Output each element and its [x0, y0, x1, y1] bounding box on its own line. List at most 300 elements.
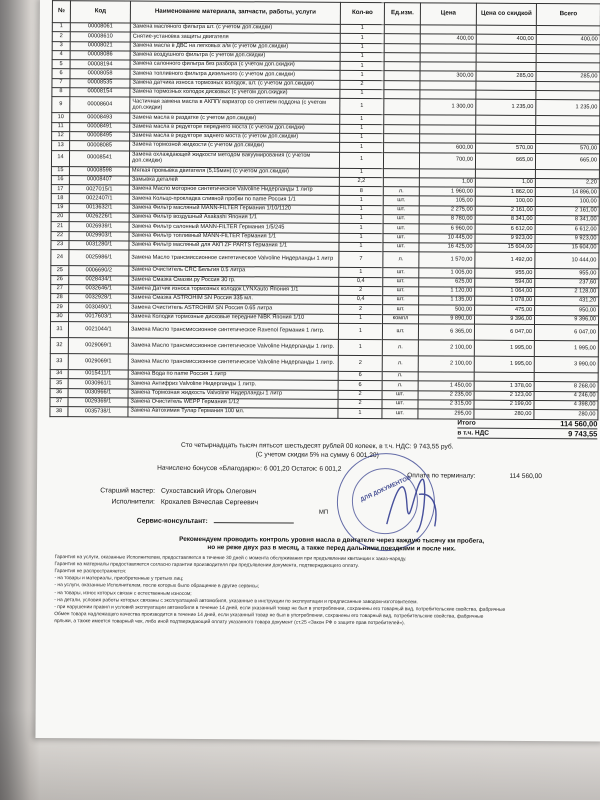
row-number: 6 — [52, 69, 70, 78]
row-price: 6 365,00 — [418, 324, 474, 340]
row-price: 1,00 — [419, 178, 475, 188]
row-number: 35 — [50, 379, 68, 388]
row-discount-price — [474, 372, 534, 382]
row-price: 2 100,00 — [418, 356, 474, 372]
recommendation-line-1: Рекомендуем проводить контроль уровня масла в двигателе через каждую тысячу км пробега, — [179, 535, 485, 545]
row-unit: шт. — [382, 400, 418, 410]
row-price: 9 890,00 — [419, 315, 475, 325]
row-number: 10 — [52, 113, 70, 122]
row-total — [536, 125, 600, 135]
row-code: 00008610 — [70, 32, 130, 42]
row-discount-price: 2 123,00 — [474, 391, 534, 401]
row-number: 23 — [51, 241, 69, 250]
row-qty: 2 — [340, 80, 384, 90]
totals-block — [457, 419, 597, 440]
row-unit: шт. — [382, 409, 418, 419]
consultant-label: Сервис-консультант: — [136, 517, 208, 526]
row-code: 00008598 — [69, 166, 129, 176]
row-unit — [384, 80, 420, 90]
row-discount-price: 280,00 — [474, 409, 534, 419]
row-qty: 2 — [338, 390, 382, 400]
row-discount-price: 8 341,00 — [475, 215, 535, 225]
row-price: 1 960,00 — [419, 187, 475, 197]
row-qty: 1 — [339, 233, 383, 243]
stamp-text: ДЛЯ ДОКУМЕНТОВ — [359, 474, 413, 504]
row-number: 4 — [52, 50, 70, 59]
fine-print-line: - при нарушении правил и условий эксплуатации автомобиля в течение 14 дней, если указанный товар не был в употреблении, сохранены его товарный вид, потребительские свойства, фабричные — [54, 604, 506, 613]
row-total: 4 246,00 — [534, 391, 598, 401]
row-discount-price — [476, 25, 536, 35]
vat-label: в т.ч. НДС — [457, 429, 489, 437]
row-unit — [383, 152, 419, 168]
row-discount-price — [476, 134, 536, 144]
row-qty: 1 — [340, 133, 384, 143]
row-number: 3 — [52, 41, 70, 50]
row-unit — [383, 168, 419, 178]
row-number: 2 — [52, 32, 70, 41]
row-name: Замена воздушного фильтра (с учетом доп.скидки) — [130, 51, 340, 62]
row-code: 00008058 — [70, 69, 130, 79]
row-unit: л. — [383, 187, 419, 197]
row-unit: л. — [382, 372, 418, 382]
row-number: 17 — [51, 185, 69, 194]
row-qty: 1 — [340, 71, 384, 81]
row-code: 0029069/1 — [68, 354, 128, 370]
row-qty: 1 — [340, 99, 384, 115]
row-code: 0025986/1 — [69, 250, 129, 266]
row-unit: шт. — [383, 268, 419, 278]
row-total — [536, 81, 600, 91]
row-qty: 1 — [340, 52, 384, 62]
row-unit: л. — [382, 340, 418, 356]
row-name: Замена топливного фильтра дизельного (с учетом доп.скидки) — [130, 70, 340, 81]
row-number: 5 — [52, 60, 70, 69]
row-price: 105,00 — [419, 196, 475, 206]
row-total: 285,00 — [536, 72, 600, 82]
row-price: 1 120,00 — [419, 287, 475, 297]
row-total: 8 341,00 — [535, 216, 599, 226]
row-price: 1 450,00 — [418, 381, 474, 391]
row-total — [534, 373, 598, 383]
row-total: 8 268,00 — [534, 382, 598, 392]
row-price: 2 275,00 — [419, 206, 475, 216]
row-unit: шт. — [383, 215, 419, 225]
row-total: 570,00 — [536, 144, 600, 154]
row-discount-price: 570,00 — [476, 143, 536, 153]
recommendation-line-2: но не реже двух раз в месяц, а также перед дальними поездками и после них. — [207, 544, 456, 553]
row-code: 00008061 — [70, 23, 130, 33]
row-code: 0035738/1 — [68, 407, 128, 417]
row-qty: 1 — [338, 339, 382, 355]
row-price: 8 780,00 — [419, 215, 475, 225]
row-total: 1 235,00 — [536, 100, 600, 116]
row-qty: 1 — [339, 242, 383, 252]
row-unit — [384, 52, 420, 62]
row-price: 2 315,00 — [418, 400, 474, 410]
row-unit: л. — [383, 252, 419, 268]
row-number: 26 — [51, 275, 69, 284]
row-discount-price: 1 235,00 — [476, 100, 536, 116]
items-table-body — [50, 23, 600, 420]
row-name: Замена салонного фильтра без разбора (с учетом доп.скидки) — [130, 60, 340, 71]
row-qty: 6 — [338, 381, 382, 391]
row-price — [420, 81, 476, 91]
row-price — [420, 124, 476, 134]
row-name: Замена Масло моторное синтетическое Valvoline Нидерланды 1 литр — [129, 185, 339, 196]
row-total — [536, 134, 600, 144]
row-code: 00008154 — [70, 88, 130, 98]
row-total: 9 923,00 — [535, 234, 599, 244]
row-total — [536, 63, 600, 73]
row-price — [420, 43, 476, 53]
row-name: Замена масла в редукторе переднего моста (с учетом доп.скидки) — [130, 123, 340, 134]
row-unit — [384, 124, 420, 134]
row-total — [535, 169, 599, 179]
row-price — [420, 115, 476, 125]
row-name: Замена Очиститель CRC Бельгия 0.5 литра — [129, 266, 339, 277]
row-price: 300,00 — [420, 71, 476, 81]
row-discount-price: 2 199,00 — [474, 400, 534, 410]
row-price: 16 425,00 — [419, 243, 475, 253]
col-header-code: Код — [70, 1, 130, 23]
row-unit — [384, 34, 420, 44]
row-code: 0013632/1 — [69, 203, 129, 213]
row-number: 38 — [50, 407, 68, 416]
col-header-discount-price: Цена со скидкой — [476, 3, 536, 25]
row-number: 8 — [52, 88, 70, 97]
row-price: 10 445,00 — [419, 233, 475, 243]
row-unit: шт. — [383, 243, 419, 253]
row-number: 29 — [51, 303, 69, 312]
row-qty: 2 — [338, 355, 382, 371]
row-number: 14 — [51, 150, 69, 166]
row-qty: 1 — [340, 89, 384, 99]
row-name: Замена Антифриз Valvoline Нидерланды 1 литр. — [128, 379, 338, 390]
row-discount-price — [476, 90, 536, 100]
row-unit — [384, 143, 420, 153]
row-qty: 8 — [339, 186, 383, 196]
row-total — [536, 53, 600, 63]
fine-print-line: Гарантия на материалы предоставляется согласно гарантии производителя при предъявлении документа, подтверждающего оплату. — [54, 562, 359, 570]
row-name: Замена тормозных колодок дисковых (с учетом доп.скидки) — [130, 88, 340, 99]
row-total: 6 047,00 — [534, 325, 598, 341]
row-price — [420, 134, 476, 144]
col-header-total: Всего — [536, 4, 600, 26]
row-qty: 1 — [339, 168, 383, 178]
row-total: 237,60 — [535, 278, 599, 288]
table-row — [50, 407, 598, 420]
row-price: 1 570,00 — [419, 252, 475, 268]
row-qty: 1 — [339, 205, 383, 215]
row-code: 0030966/1 — [68, 388, 128, 398]
row-name: Замена Очиститель WEPP Германия 1/12 — [128, 398, 338, 409]
row-price: 1 300,00 — [420, 99, 476, 115]
fine-print-line: - на детали, условия работы которых связаны с эксплуатацией автомобиля, указанные в инструкции по эксплуатации и предписанные заводом-изготовителем. — [54, 597, 418, 605]
row-discount-price: 1 995,00 — [474, 340, 534, 356]
row-total: 665,00 — [535, 153, 599, 169]
row-unit — [384, 71, 420, 81]
row-name: Замена Тормозная жидкость Valvoline Нидерланды 1 литр — [128, 389, 338, 400]
row-unit — [384, 90, 420, 100]
row-code: 0006690/2 — [69, 266, 129, 276]
row-price — [420, 25, 476, 35]
row-qty: 1 — [340, 143, 384, 153]
row-qty: 7 — [339, 252, 383, 268]
row-qty: 1 — [340, 115, 384, 125]
row-number: 25 — [51, 266, 69, 275]
row-code: 0027015/1 — [69, 185, 129, 195]
row-total: 2 161,00 — [535, 206, 599, 216]
row-name: Замена Масло трансмиссионное синтетическое Valvoline Нидерланды 1 литр. — [128, 338, 338, 355]
row-total: 4 398,00 — [534, 400, 598, 410]
row-unit: шт. — [383, 305, 419, 315]
row-discount-price: 1 064,00 — [475, 287, 535, 297]
row-discount-price: 6 612,00 — [475, 225, 535, 235]
row-number: 28 — [51, 294, 69, 303]
fine-print-line: Обмен товара надлежащего качества производится в течение 14 дней, если указанный товар не был в употреблении, сохранены его товарный вид, потребительские свойства, фабричные — [54, 611, 484, 620]
row-code: 00008407 — [69, 176, 129, 186]
row-number: 36 — [50, 388, 68, 397]
row-code: 00008021 — [70, 41, 130, 51]
row-code: 0032646/1 — [69, 285, 129, 295]
row-name: Замена Масло трансмиссионное синтетическое Ravenol Германия 1 литр. — [128, 322, 338, 339]
row-name: Замена Очиститель ASTROHIM SN Россия 0.65 литра — [129, 303, 339, 314]
row-name: Мягкая промывка двигателя (5,15мин) (с учетом доп.скидки) — [129, 167, 339, 178]
row-number: 27 — [51, 284, 69, 293]
row-price: 500,00 — [419, 305, 475, 315]
row-total — [536, 26, 600, 36]
bonus-line: Начислено бонусов «Благодарю»: 6 001,20 Остаток: 6 001,2 — [157, 464, 342, 473]
col-header-name: Наименование материала, запчасти, работы, услуги — [130, 1, 340, 24]
row-discount-price: 9 396,00 — [475, 315, 535, 325]
row-discount-price — [476, 44, 536, 54]
master-name: Сухоставский Игорь Олегович — [160, 487, 257, 496]
row-unit: шт. — [382, 390, 418, 400]
sum-in-words — [117, 441, 517, 461]
row-total: 10 444,00 — [535, 253, 599, 269]
row-code: 0015411/1 — [68, 370, 128, 380]
row-unit — [384, 134, 420, 144]
terminal-label: Оплата по терминалу: — [407, 472, 476, 480]
row-unit: шт. — [383, 296, 419, 306]
row-code: 0017603/1 — [69, 312, 129, 322]
row-price: 400,00 — [420, 34, 476, 44]
row-discount-price: 1 492,00 — [475, 252, 535, 268]
row-name: Замена датчика износа тормозных колодок, шт. (с учетом доп.скидки) — [130, 79, 340, 90]
row-code: 0032928/1 — [69, 294, 129, 304]
row-discount-price: 100,00 — [475, 197, 535, 207]
row-discount-price: 955,00 — [475, 268, 535, 278]
row-qty: 0,4 — [339, 277, 383, 287]
row-qty: 1 — [340, 24, 384, 34]
row-number: 32 — [50, 338, 68, 354]
row-code: 0026939/1 — [69, 222, 129, 232]
row-qty: 2,2 — [339, 177, 383, 187]
row-total — [536, 44, 600, 54]
row-unit — [384, 25, 420, 35]
row-code: 00008086 — [70, 51, 130, 61]
row-unit: л. — [382, 381, 418, 391]
row-discount-price: 1,00 — [475, 178, 535, 188]
row-discount-price: 285,00 — [476, 72, 536, 82]
row-total: 9 396,00 — [535, 315, 599, 325]
row-qty: 1 — [339, 268, 383, 278]
row-total: 6 612,00 — [535, 225, 599, 235]
row-number: 30 — [51, 312, 69, 321]
fine-print-line: - на товары, износ которых связан с естественным износом; — [54, 590, 192, 597]
row-name: Замена масла в ДВС на легковых а/м (с учетом доп.скидки) — [130, 42, 340, 53]
executors-name: Крохалев Вячеслав Сергеевич — [160, 498, 259, 506]
row-discount-price: 1 862,00 — [475, 187, 535, 197]
vat-row — [457, 429, 597, 440]
row-code: 0026226/1 — [69, 213, 129, 223]
row-price: 700,00 — [419, 152, 475, 168]
row-discount-price: 475,00 — [475, 306, 535, 316]
row-name: Замена охлаждающей жидкости методом вакуумирования (с учетом доп.скидки) — [129, 151, 339, 168]
executors-label: Исполнители: — [111, 497, 155, 506]
row-code: 00008491 — [70, 122, 130, 132]
fine-print-line: - на услуги, оказанные Исполнителем, после которых было обращение в другие сервисы; — [54, 583, 260, 590]
row-number: 34 — [50, 370, 68, 379]
row-discount-price — [475, 169, 535, 179]
row-unit — [383, 177, 419, 187]
row-unit: шт. — [383, 277, 419, 287]
row-unit: шт. — [383, 196, 419, 206]
row-unit — [384, 99, 420, 115]
row-price: 2 100,00 — [418, 340, 474, 356]
row-name: Замена Автохимия Тулар Германия 100 мл. — [128, 407, 338, 418]
row-number: 11 — [52, 122, 70, 131]
master-label: Старший мастер: — [100, 487, 155, 495]
row-qty: 2 — [339, 286, 383, 296]
row-total: 400,00 — [536, 35, 600, 45]
row-code: 00008495 — [70, 132, 130, 142]
row-name: Замена Фильтр масляный для АКП ZF PARTS Германия 1/1 — [129, 241, 339, 252]
recommendation — [167, 536, 497, 555]
row-price: 1 135,00 — [419, 296, 475, 306]
row-number: 19 — [51, 203, 69, 212]
row-name: Замена Фильтр воздушный Asakashi Япония 1/1 — [129, 213, 339, 224]
row-discount-price — [476, 62, 536, 72]
row-unit: шт. — [383, 205, 419, 215]
row-qty: 2 — [338, 399, 382, 409]
row-name: Замена масляного фильтра шт. (с учетом доп.скидки) — [130, 23, 340, 34]
row-code: 0029903/1 — [69, 231, 129, 241]
row-code: 0022407/1 — [69, 194, 129, 204]
items-table — [49, 0, 600, 420]
row-discount-price: 1 995,00 — [474, 356, 534, 372]
row-unit — [384, 43, 420, 53]
row-name: Замена масла в редукторе заднего моста (с учетом доп.скидки) — [130, 132, 340, 143]
row-total — [536, 116, 600, 126]
row-price — [420, 62, 476, 72]
row-price: 2 235,00 — [418, 390, 474, 400]
row-qty: 1 — [340, 43, 384, 53]
row-number: 24 — [51, 250, 69, 266]
row-discount-price: 15 604,00 — [475, 243, 535, 253]
col-header-number: № — [52, 1, 70, 23]
consultant-line — [137, 518, 294, 526]
row-discount-price: 2 161,00 — [475, 206, 535, 216]
row-code: 00008194 — [70, 60, 130, 70]
row-qty: 1 — [339, 196, 383, 206]
row-name: Замена Масло трансмиссионное синтетическое Valvoline Нидерланды 1 литр. — [128, 354, 338, 371]
fine-print-line: ярлыки, а также имеется товарный чек, либо иной подтверждающий оплату указанного товара документ (ст.25 «Закон РФ о защите прав потребителей»). — [54, 619, 406, 627]
row-number: 13 — [52, 141, 70, 150]
row-unit: шт. — [383, 233, 419, 243]
mp-mark: МП — [318, 509, 329, 516]
row-number: 33 — [50, 354, 68, 370]
row-qty: 1 — [340, 62, 384, 72]
row-unit: шт. — [382, 324, 418, 340]
row-code: 0029069/1 — [68, 338, 128, 354]
row-total: 950,00 — [535, 306, 599, 316]
row-name: Замена Масло трансмиссионное синтетическое Valvoline Нидерланды 1 литр — [129, 250, 339, 267]
row-total: 2,20 — [535, 178, 599, 188]
consultant-signature-line — [214, 522, 294, 523]
row-code: 0030961/1 — [68, 379, 128, 389]
row-code: 00008535 — [70, 78, 130, 88]
row-number: 31 — [50, 322, 68, 338]
total-label: Итого — [457, 419, 476, 427]
row-discount-price: 400,00 — [476, 34, 536, 44]
row-name: Замена тормозной жидкости (с учетом доп.скидки) — [130, 141, 340, 152]
row-total — [536, 91, 600, 101]
row-discount-price: 594,00 — [475, 278, 535, 288]
sum-words-line-1: Сто четырнадцать тысяч пятьсот шестьдесят рублей 00 копеек, в т.ч. НДС: 9 743,55 руб. — [181, 441, 454, 451]
row-unit — [384, 115, 420, 125]
row-code: 0021044/1 — [68, 322, 128, 338]
row-discount-price: 665,00 — [475, 153, 535, 169]
row-price: 1 005,00 — [419, 268, 475, 278]
row-total: 431,20 — [535, 297, 599, 307]
row-number: 12 — [52, 132, 70, 141]
row-name: Частичная замена масла в АКПП/ вариатор со снятием поддона (с учетом доп.скидки) — [130, 97, 340, 114]
row-qty: 1 — [338, 323, 382, 339]
row-unit: л. — [382, 356, 418, 372]
row-price — [419, 168, 475, 178]
row-name: Замена масла в раздатке (с учетом доп.скидки) — [130, 113, 340, 124]
row-total: 955,00 — [535, 269, 599, 279]
row-name: Снятие-установка защиты двигателя — [130, 32, 340, 43]
row-discount-price: 1 078,00 — [475, 296, 535, 306]
row-code: 0031280/1 — [69, 241, 129, 251]
row-price: 600,00 — [420, 143, 476, 153]
row-discount-price: 9 923,00 — [475, 234, 535, 244]
row-number: 20 — [51, 213, 69, 222]
row-discount-price: 6 047,00 — [474, 324, 534, 340]
row-number: 15 — [51, 166, 69, 175]
col-header-price: Цена — [420, 3, 476, 25]
row-name: Замена Фильтр масляный MANN-FILTER Германия 1/10/1120 — [129, 204, 339, 215]
handwritten-signature — [377, 464, 447, 544]
row-qty: 2 — [339, 305, 383, 315]
fine-print-line: Гарантия на услуги, оказанные Исполнителем, предоставляется в течение 30 дней с момента обслуживания при предъявлении квитанции к заказ-наряду. — [54, 555, 407, 563]
row-qty: 0,4 — [339, 295, 383, 305]
row-number: 16 — [51, 175, 69, 184]
vat-value: 9 743,55 — [568, 429, 598, 439]
row-name: Замена Смазка ASTROHIM SN Россия 335 мл. — [129, 294, 339, 305]
row-qty: 1 — [339, 314, 383, 324]
row-qty: 1 — [340, 34, 384, 44]
row-name: Замена Датчик износа тормозных колодок LYNXauto Япония 1/1 — [129, 285, 339, 296]
row-unit: шт. — [383, 286, 419, 296]
row-number: 22 — [51, 231, 69, 240]
row-price — [418, 372, 474, 382]
row-number: 7 — [52, 78, 70, 87]
row-discount-price: 1 378,00 — [474, 381, 534, 391]
row-qty: 1 — [339, 152, 383, 168]
